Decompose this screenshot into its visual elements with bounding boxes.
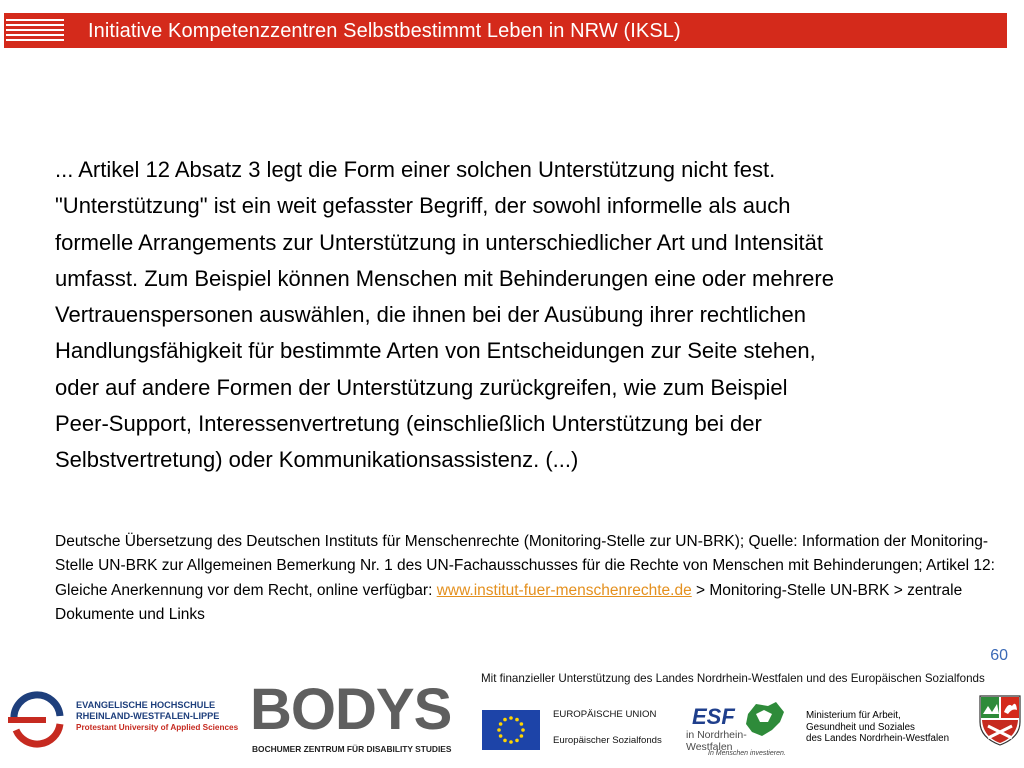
source-prefix: Deutsche Übersetzung des Deutschen Instituts für Menschenrechte (Monitoring-Stelle zur UN-BRK); Quelle: Information der Monitoring-Stelle UN-BRK zur Allgemeinen Bemerkung Nr. 1 des UN-Fachausschusses für die Rechte von Menschen mit Behinderungen; Artikel 12: Gleiche Anerkennung vor dem Recht, online verfügbar: bbox=[55, 533, 995, 599]
eu-star-icon bbox=[515, 739, 519, 743]
page-number: 60 bbox=[990, 647, 1008, 664]
eu-star-icon bbox=[515, 718, 519, 722]
eu-star-icon bbox=[509, 716, 513, 720]
eu-star-icon bbox=[521, 728, 525, 732]
eu-star-icon bbox=[499, 734, 503, 738]
ministry-logo-text: Ministerium für Arbeit, Gesundheit und Soziales des Landes Nordrhein-Westfalen bbox=[806, 710, 950, 744]
title-bar bbox=[4, 13, 1007, 48]
eu-star-icon bbox=[503, 718, 507, 722]
evh-logo-mark-icon bbox=[6, 690, 68, 750]
eu-star-icon bbox=[520, 734, 524, 738]
source-link[interactable]: www.institut-fuer-menschenrechte.de bbox=[436, 581, 692, 599]
eu-star-icon bbox=[520, 722, 524, 726]
eu-logo-text: EUROPÄISCHE UNION Europäischer Sozialfonds bbox=[553, 709, 662, 746]
bodys-logo-subtitle: BOCHUMER ZENTRUM FÜR DISABILITY STUDIES bbox=[252, 744, 452, 754]
page-title: Initiative Kompetenzzentren Selbstbestimmt Leben in NRW (IKSL) bbox=[88, 20, 681, 42]
menu-stripes-icon bbox=[6, 19, 64, 43]
eu-star-icon bbox=[499, 722, 503, 726]
eu-star-icon bbox=[497, 728, 501, 732]
source-citation bbox=[55, 530, 995, 627]
quote-text: ... Artikel 12 Absatz 3 legt die Form einer solchen Unterstützung nicht fest. "Unterstützung" ist ein weit gefasster Begriff, der sowohl informelle als auch formelle Arrangements zur Unterstützung in unterschiedlicher Art und Intensität umfasst. Zum Beispiel können Menschen mit Behinderungen eine oder mehrere Vertrauenspersonen auswählen, die ihnen bei der Ausübung ihrer rechtlichen Handlungsfähigkeit für bestimmte Arten von Entscheidungen zur Seite stehen, oder auf andere Formen der Unterstützung zurückgreifen, wie zum Beispiel Peer-Support, Interessenvertretung (einschließlich Unterstützung bei der Selbstvertretung) oder Kommunikationsassistenz. (...) bbox=[55, 157, 834, 473]
evh-logo bbox=[6, 690, 246, 750]
nrw-crest-icon bbox=[978, 694, 1022, 746]
eu-star-icon bbox=[503, 739, 507, 743]
nrw-map-icon bbox=[742, 700, 786, 740]
eu-flag-icon bbox=[482, 710, 540, 750]
bodys-logo bbox=[250, 677, 468, 758]
esf-nrw-logo: ESF in Nordrhein- Westfalen In Menschen investieren. bbox=[686, 698, 790, 760]
funding-note: Mit finanzieller Unterstützung des Landes Nordrhein-Westfalen und des Europäischen Sozialfonds bbox=[481, 672, 985, 685]
bodys-logo-word: BODYS bbox=[250, 677, 452, 742]
evh-logo-text: EVANGELISCHE HOCHSCHULE RHEINLAND-WESTFALEN-LIPPE Protestant University of Applied Sciences bbox=[76, 700, 239, 732]
source-suffix: > Monitoring-Stelle UN-BRK > zentrale Dokumente und Links bbox=[55, 581, 963, 623]
eu-star-icon bbox=[509, 740, 513, 744]
